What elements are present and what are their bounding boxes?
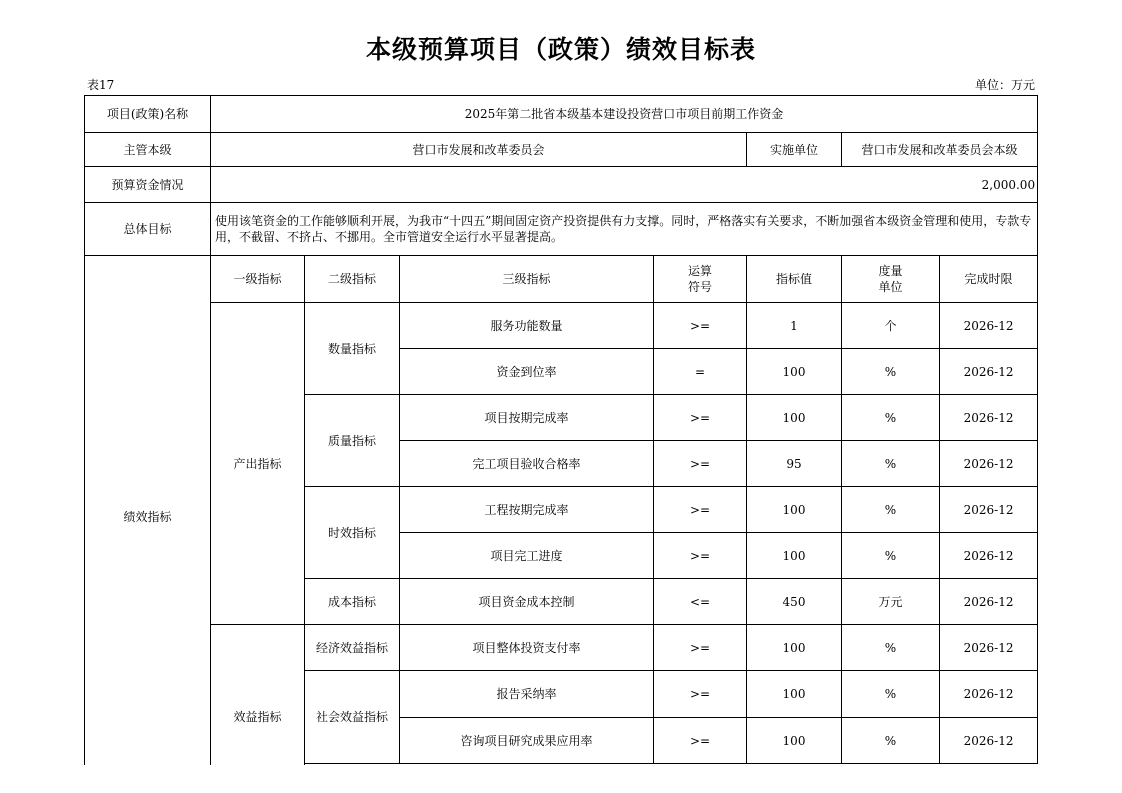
- indicator-deadline: 2026-12: [940, 625, 1038, 671]
- indicator-unit: %: [842, 349, 940, 395]
- indicator-operator: >=: [654, 671, 747, 718]
- output-indicator-label: 产出指标: [211, 303, 305, 625]
- project-name-value: 2025年第二批省本级基本建设投资营口市项目前期工作资金: [211, 96, 1038, 133]
- indicator-operator: >=: [654, 625, 747, 671]
- indicator-deadline: 2026-12: [940, 441, 1038, 487]
- header-deadline: 完成时限: [940, 256, 1038, 303]
- cost-indicator-label: 成本指标: [305, 579, 400, 625]
- overall-goal-text: 使用该笔资金的工作能够顺利开展，为我市“十四五”期间固定资产投资提供有力支撑。同时，严格落实有关要求，不断加强省本级资金管理和使用，专款专用，不截留、不挤占、不挪用。全市管道安全运行水平显著提高。: [211, 203, 1038, 256]
- indicator-operator: >=: [654, 718, 747, 764]
- indicator-name: 报告采纳率: [400, 671, 654, 718]
- indicator-value: 100: [747, 718, 842, 764]
- indicator-unit: %: [842, 671, 940, 718]
- indicator-unit: 万元: [842, 579, 940, 625]
- indicator-deadline: 2026-12: [940, 579, 1038, 625]
- indicator-operator: >=: [654, 395, 747, 441]
- indicator-operator: <=: [654, 579, 747, 625]
- department-row: [85, 133, 1038, 167]
- indicator-value: 100: [747, 671, 842, 718]
- benefit-indicator-label: 效益指标: [211, 625, 305, 765]
- indicator-value: 100: [747, 533, 842, 579]
- indicator-unit: %: [842, 533, 940, 579]
- indicator-deadline: 2026-12: [940, 718, 1038, 764]
- indicator-operator: >=: [654, 303, 747, 349]
- indicator-name: 完工项目验收合格率: [400, 441, 654, 487]
- indicator-name: 资金到位率: [400, 349, 654, 395]
- indicator-value: 100: [747, 349, 842, 395]
- indicator-name: 工程按期完成率: [400, 487, 654, 533]
- budget-row: [85, 167, 1038, 203]
- indicator-value: 95: [747, 441, 842, 487]
- indicator-operator: >=: [654, 441, 747, 487]
- indicator-name: 咨询项目研究成果应用率: [400, 718, 654, 764]
- performance-target-table: [84, 95, 1038, 765]
- header-operator: 运算 符号: [654, 256, 747, 303]
- indicator-value: 1: [747, 303, 842, 349]
- indicator-operator: =: [654, 349, 747, 395]
- indicator-name: 项目整体投资支付率: [400, 625, 654, 671]
- overall-goal-label: 总体目标: [85, 203, 211, 256]
- project-name-row: [85, 96, 1038, 133]
- indicator-row: [85, 303, 1038, 349]
- indicator-unit: 个: [842, 303, 940, 349]
- indicator-unit: %: [842, 441, 940, 487]
- indicator-name: 项目按期完成率: [400, 395, 654, 441]
- indicator-value: 100: [747, 487, 842, 533]
- performance-indicator-label: 绩效指标: [85, 256, 211, 765]
- budget-label: 预算资金情况: [85, 167, 211, 203]
- project-name-label: 项目(政策)名称: [85, 96, 211, 133]
- indicator-unit: %: [842, 395, 940, 441]
- indicator-row: [85, 625, 1038, 671]
- header-level2: 二级指标: [305, 256, 400, 303]
- header-level1: 一级指标: [211, 256, 305, 303]
- department-value: 营口市发展和改革委员会: [211, 133, 747, 167]
- indicator-value: 100: [747, 625, 842, 671]
- social-benefit-label: 社会效益指标: [305, 671, 400, 764]
- implementing-unit-label: 实施单位: [747, 133, 842, 167]
- header-value: 指标值: [747, 256, 842, 303]
- indicator-value: 450: [747, 579, 842, 625]
- indicator-name: 项目完工进度: [400, 533, 654, 579]
- indicator-operator: >=: [654, 487, 747, 533]
- indicator-header-row: [85, 256, 1038, 303]
- timeliness-indicator-label: 时效指标: [305, 487, 400, 579]
- department-label: 主管本级: [85, 133, 211, 167]
- implementing-unit-value: 营口市发展和改革委员会本级: [842, 133, 1038, 167]
- indicator-deadline: 2026-12: [940, 303, 1038, 349]
- indicator-unit: %: [842, 487, 940, 533]
- quantity-indicator-label: 数量指标: [305, 303, 400, 395]
- indicator-value: 100: [747, 395, 842, 441]
- header-level3: 三级指标: [400, 256, 654, 303]
- economic-benefit-label: 经济效益指标: [305, 625, 400, 671]
- indicator-unit: %: [842, 625, 940, 671]
- unit-label: 单位：万元: [974, 78, 1035, 92]
- table-number: 表17: [87, 78, 115, 92]
- indicator-name: 项目资金成本控制: [400, 579, 654, 625]
- indicator-operator: >=: [654, 533, 747, 579]
- indicator-deadline: 2026-12: [940, 671, 1038, 718]
- header-unit: 度量 单位: [842, 256, 940, 303]
- indicator-deadline: 2026-12: [940, 395, 1038, 441]
- indicator-unit: %: [842, 718, 940, 764]
- page-title: 本级预算项目（政策）绩效目标表: [365, 35, 756, 64]
- indicator-name: 服务功能数量: [400, 303, 654, 349]
- quality-indicator-label: 质量指标: [305, 395, 400, 487]
- indicator-deadline: 2026-12: [940, 349, 1038, 395]
- budget-value: 2,000.00: [211, 167, 1038, 203]
- indicator-deadline: 2026-12: [940, 487, 1038, 533]
- indicator-deadline: 2026-12: [940, 533, 1038, 579]
- overall-goal-row: [85, 203, 1038, 256]
